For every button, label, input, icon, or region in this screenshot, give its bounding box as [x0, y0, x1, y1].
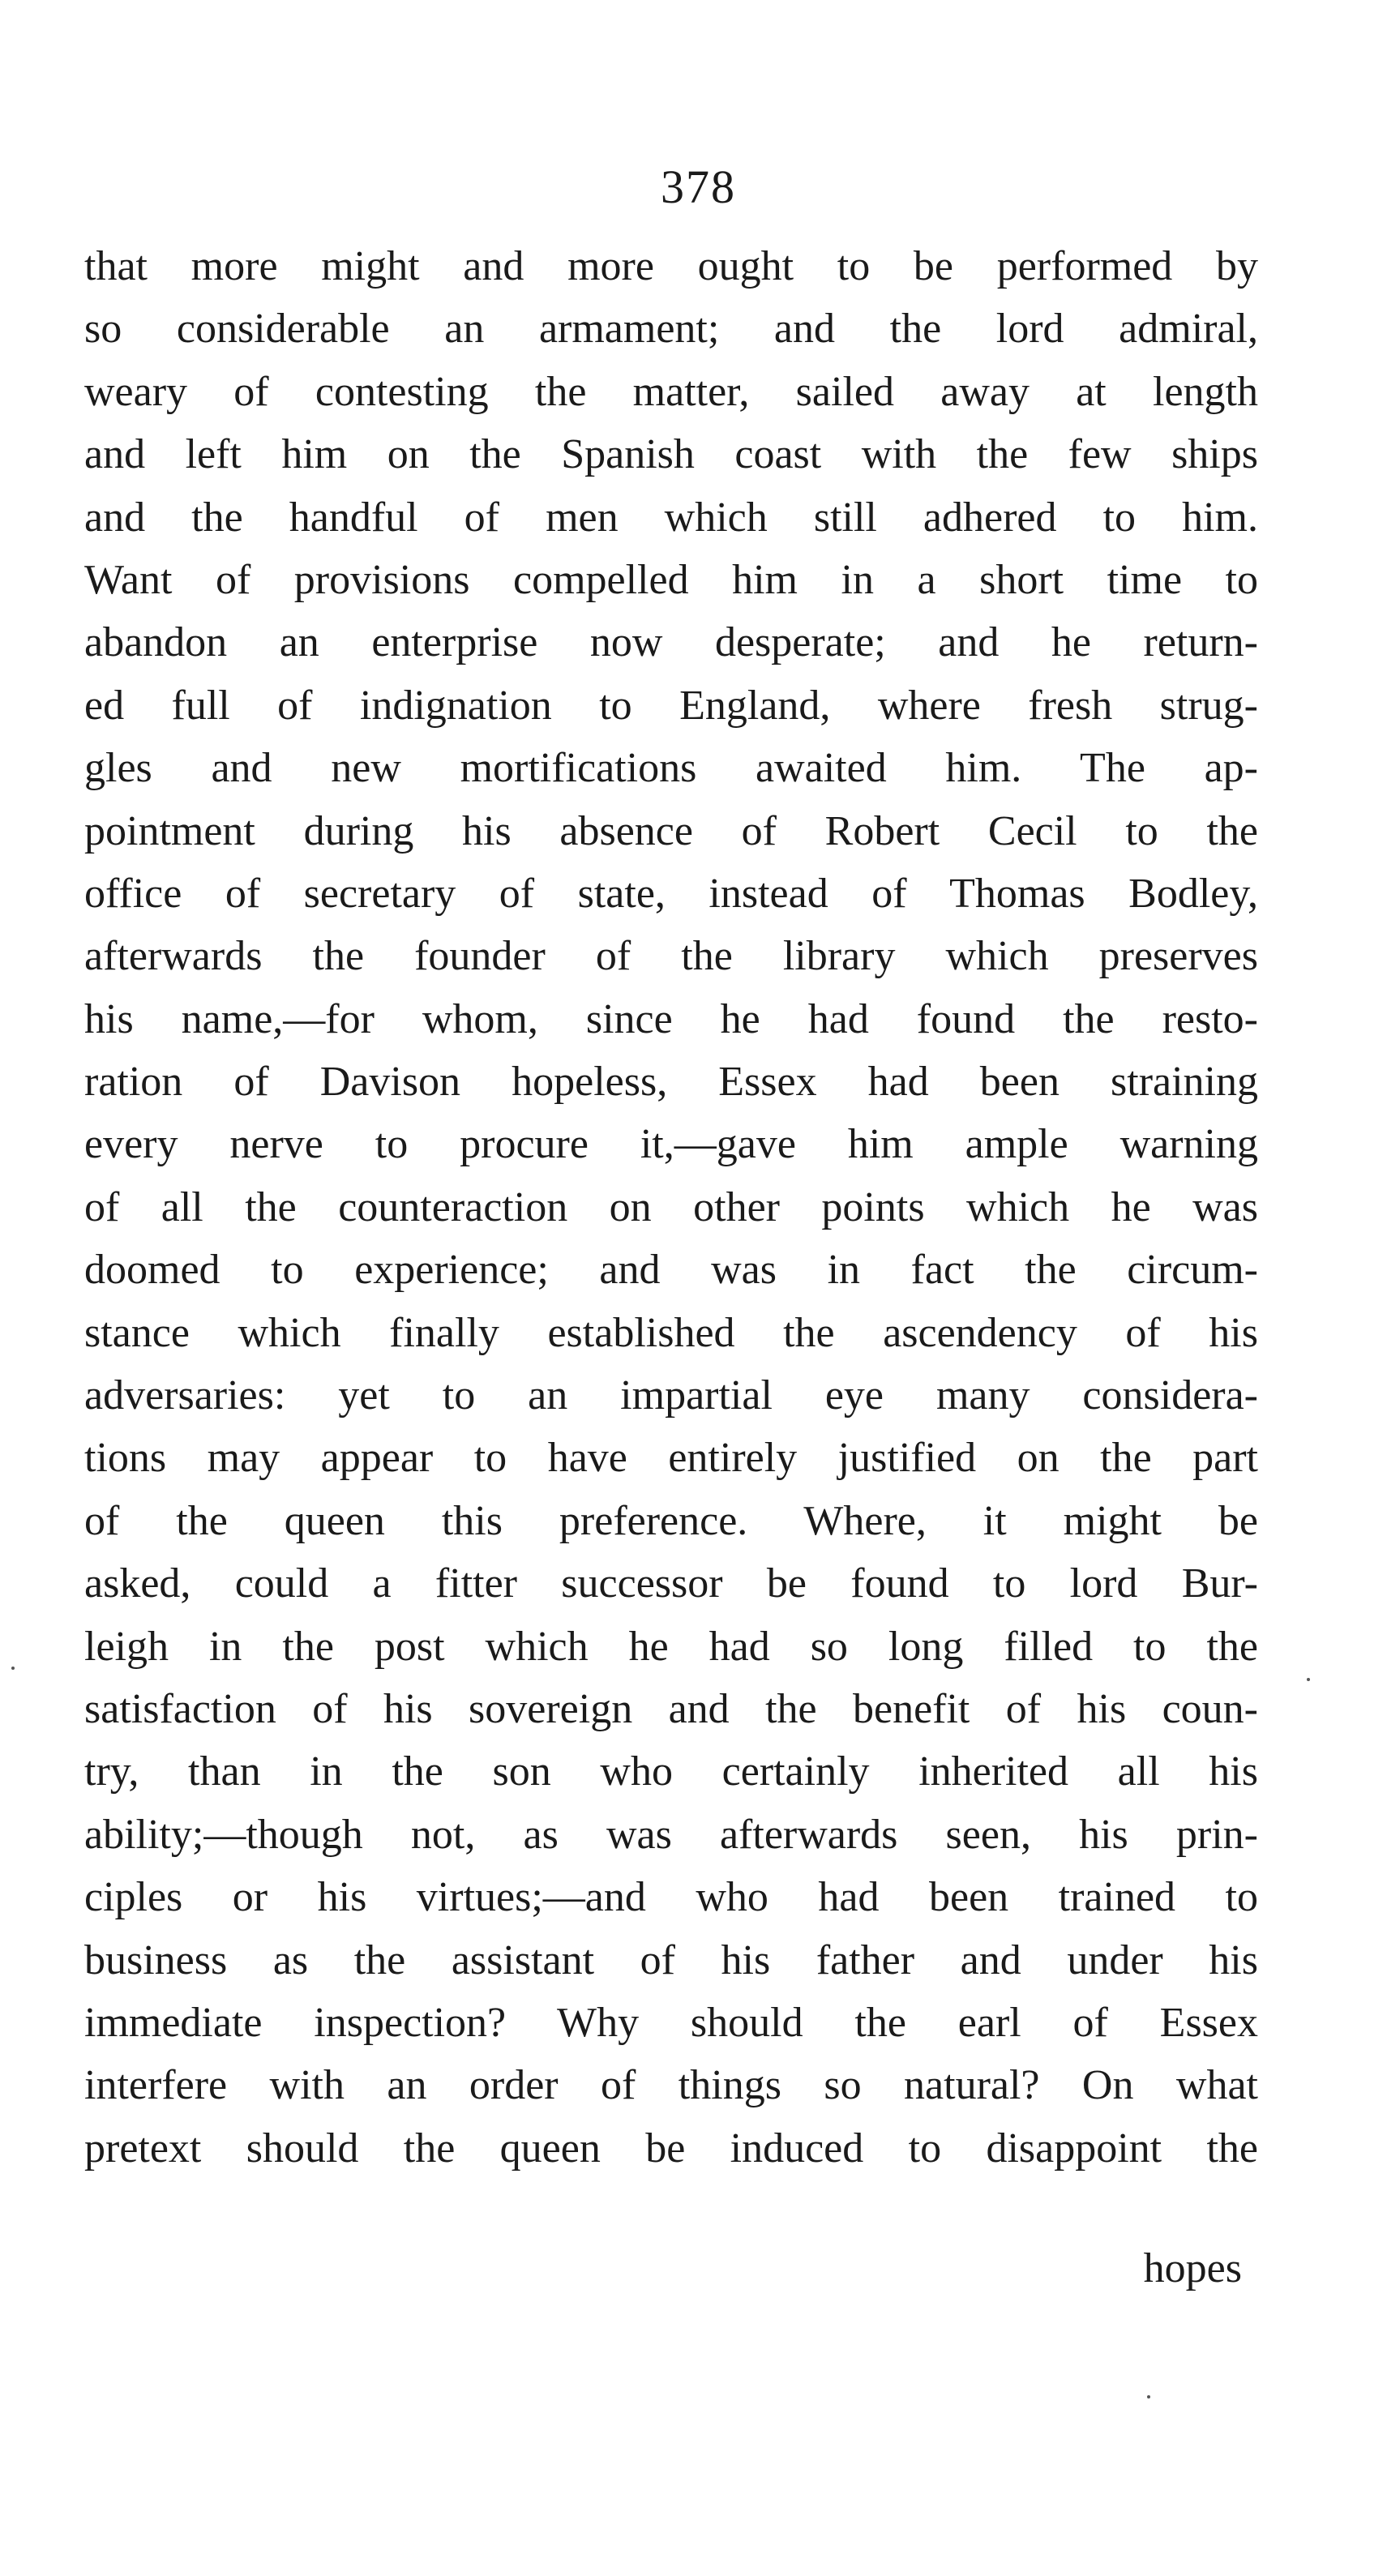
text-line: satisfaction of his sovereign and the benefit of his coun- [84, 1685, 1258, 1732]
page-number: 378 [661, 160, 736, 213]
text-line: doomed to experience; and was in fact the circum- [84, 1247, 1258, 1294]
text-line: afterwards the founder of the library which preserves [84, 933, 1258, 980]
text-line: ciples or his virtues;—and who had been trained to [84, 1874, 1258, 1921]
text-line: weary of contesting the matter, sailed away at length [84, 368, 1258, 415]
text-line: every nerve to procure it,—gave him ample warning [84, 1121, 1258, 1168]
text-line: pointment during his absence of Robert Cecil to the [84, 807, 1258, 854]
text-line: interfere with an order of things so natural? On what [84, 2062, 1258, 2109]
text-line: office of secretary of state, instead of Thomas Bodley, [84, 870, 1258, 917]
text-line: pretext should the queen be induced to disappoint the [84, 2125, 1258, 2172]
text-line: immediate inspection? Why should the earl of Essex [84, 1999, 1258, 2046]
text-line: so considerable an armament; and the lord admiral, [84, 306, 1258, 353]
text-line: stance which finally established the ascendency of his [84, 1309, 1258, 1356]
text-line: and left him on the Spanish coast with the few ships [84, 431, 1258, 478]
text-line: business as the assistant of his father and under his [84, 1936, 1258, 1983]
text-line: ability;—though not, as was afterwards seen, his prin- [84, 1811, 1258, 1858]
text-line: gles and new mortifications awaited him. The ap- [84, 745, 1258, 792]
text-line: of the queen this preference. Where, it might be [84, 1497, 1258, 1544]
text-line: tions may appear to have entirely justified on the part [84, 1435, 1258, 1482]
text-line: and the handful of men which still adhered to him. [84, 494, 1258, 541]
text-line: Want of provisions compelled him in a short time to [84, 556, 1258, 603]
text-line: abandon an enterprise now desperate; and he return- [84, 619, 1258, 666]
text-line: of all the counteraction on other points which he was [84, 1183, 1258, 1230]
catchword: hopes [1143, 2245, 1242, 2291]
text-line: leigh in the post which he had so long filled to the [84, 1623, 1258, 1670]
text-line: ration of Davison hopeless, Essex had been straining [84, 1059, 1258, 1106]
text-line: that more might and more ought to be performed by [84, 243, 1258, 289]
paper-speck [1147, 2395, 1150, 2398]
paper-speck [11, 1667, 15, 1670]
text-line: his name,—for whom, since he had found the resto- [84, 995, 1258, 1042]
body-text [84, 235, 1258, 2180]
text-line: asked, could a fitter successor be found to lord Bur- [84, 1560, 1258, 1607]
text-line: ed full of indignation to England, where fresh strug- [84, 682, 1258, 729]
text-line: try, than in the son who certainly inherited all his [84, 1748, 1258, 1795]
paper-speck [1307, 1678, 1310, 1681]
text-line: adversaries: yet to an impartial eye many considera- [84, 1372, 1258, 1419]
